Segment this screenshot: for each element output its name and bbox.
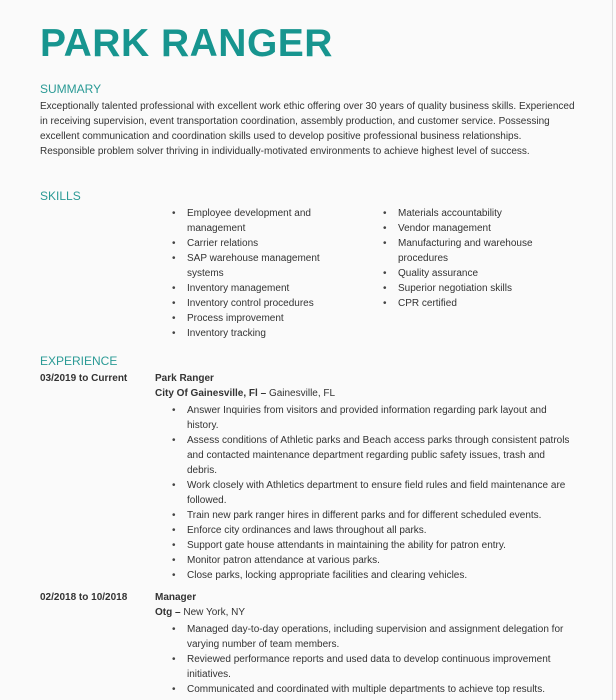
- job-company: Otg: [155, 607, 173, 618]
- skill-item: • Inventory management: [172, 281, 332, 296]
- summary-text: Exceptionally talented professional with excellent work ethic offering over 30 years of quality business skills. Experienced in receiving supervision, event transportation coordination, assembly production, and customer service. Possessing excellent communication and coordination skills used to develop positive professional business relationships. Responsible problem solver thriving in individually-motivated environments to achieve highest level of success.: [40, 101, 575, 157]
- job-bullet: • Answer Inquiries from visitors and provided information regarding park layout and history.: [172, 403, 572, 433]
- job-dates: 03/2019 to Current: [40, 373, 128, 384]
- job-bullets: [172, 403, 572, 583]
- skills-column-1: [172, 206, 332, 341]
- experience-heading: EXPERIENCE: [40, 354, 118, 368]
- job-bullet: • Work closely with Athletics department to ensure field rules and field maintenance are followed.: [172, 478, 572, 508]
- job-company-line: [155, 388, 335, 399]
- skill-item: • Materials accountability: [383, 206, 558, 221]
- job-company: City Of Gainesville, Fl: [155, 388, 258, 399]
- skill-item: • SAP warehouse management systems: [172, 251, 332, 281]
- job-bullet: • Assess conditions of Athletic parks and Beach access parks through consistent patrols and contacted maintenance department regarding public safety issues, trash and debris.: [172, 433, 572, 478]
- job-bullets: [172, 622, 572, 697]
- job-bullet: • Monitor patron attendance at various parks.: [172, 553, 572, 568]
- page-title: PARK RANGER: [40, 22, 333, 65]
- job-bullet: • Managed day-to-day operations, including supervision and assignment delegation for varying number of team members.: [172, 622, 572, 652]
- skill-item: • Process improvement: [172, 311, 332, 326]
- job-bullet: • Train new park ranger hires in different parks and for different scheduled events.: [172, 508, 572, 523]
- job-bullet: • Reviewed performance reports and used data to develop continuous improvement initiatives.: [172, 652, 572, 682]
- separator: –: [257, 388, 269, 399]
- skills-heading: SKILLS: [40, 189, 81, 203]
- page-border: [612, 0, 613, 700]
- job-bullet: • Close parks, locking appropriate facilities and clearing vehicles.: [172, 568, 572, 583]
- skill-item: • Employee development and management: [172, 206, 332, 236]
- job-location: New York, NY: [183, 607, 246, 618]
- skill-item: • Vendor management: [383, 221, 558, 236]
- job-bullet: • Enforce city ordinances and laws throughout all parks.: [172, 523, 572, 538]
- job-title: Park Ranger: [155, 373, 214, 384]
- summary-heading: SUMMARY: [40, 82, 102, 96]
- separator: –: [172, 607, 184, 618]
- job-title: Manager: [155, 592, 197, 603]
- skill-item: • Manufacturing and warehouse procedures: [383, 236, 548, 266]
- job-bullet: • Communicated and coordinated with multiple departments to achieve top results.: [172, 682, 572, 697]
- skill-item: • Quality assurance: [383, 266, 558, 281]
- skill-item: • Inventory tracking: [172, 326, 332, 341]
- skill-item: • CPR certified: [383, 296, 558, 311]
- job-dates: 02/2018 to 10/2018: [40, 592, 128, 603]
- job-company-line: [155, 607, 245, 618]
- skill-item: • Inventory control procedures: [172, 296, 332, 311]
- skill-item: • Superior negotiation skills: [383, 281, 558, 296]
- job-bullet: • Support gate house attendants in maintaining the ability for patron entry.: [172, 538, 572, 553]
- skills-column-2: [383, 206, 558, 311]
- job-location: Gainesville, FL: [268, 388, 336, 399]
- skill-item: • Carrier relations: [172, 236, 332, 251]
